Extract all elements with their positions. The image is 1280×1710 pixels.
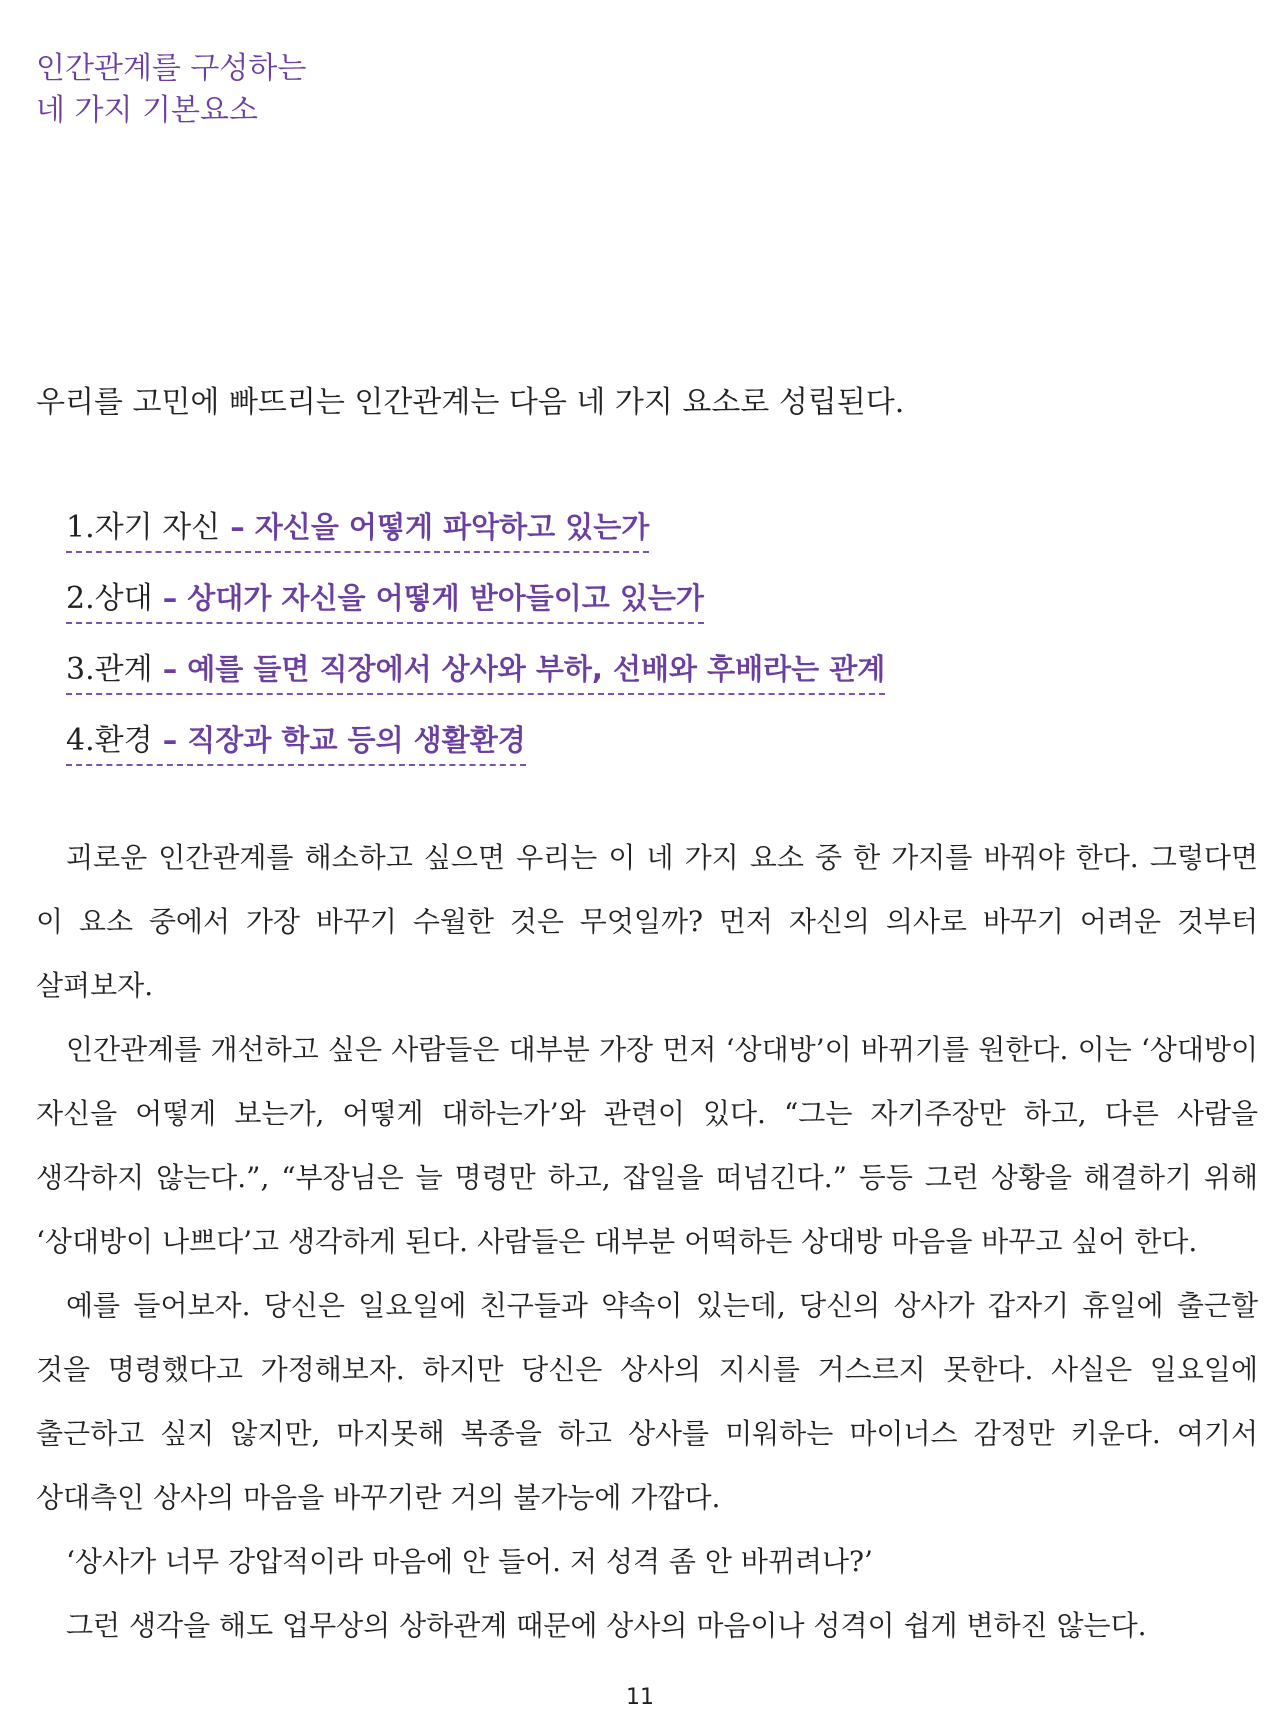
paragraph: ‘상사가 너무 강압적이라 마음에 안 들어. 저 성격 좀 안 바뀌려나?’ xyxy=(66,1545,873,1578)
element-list xyxy=(66,506,885,790)
element-number: 4. xyxy=(66,723,95,758)
element-description: – 예를 들면 직장에서 상사와 부하, 선배와 후배라는 관계 xyxy=(152,652,886,686)
paragraph: 그런 생각을 해도 업무상의 상하관계 때문에 상사의 마음이나 성격이 쉽게 변하진 않는다. xyxy=(66,1609,1147,1642)
chapter-title xyxy=(36,48,306,132)
element-description: – 직장과 학교 등의 생활환경 xyxy=(152,723,526,757)
page-number: 11 xyxy=(626,1685,654,1710)
element-number: 2. xyxy=(66,581,95,616)
element-number: 1. xyxy=(66,510,95,545)
element-description: – 상대가 자신을 어떻게 받아들이고 있는가 xyxy=(152,581,704,615)
chapter-title-line-1: 인간관계를 구성하는 xyxy=(36,51,307,86)
paragraph: 괴로운 인간관계를 해소하고 싶으면 우리는 이 네 가지 요소 중 한 가지를 바꿔야 한다. 그렇다면 이 요소 중에서 가장 바꾸기 수월한 것은 무엇일까? 먼저 자신의 의사로 바꾸기 어려운 것부터 살펴보자. xyxy=(36,841,1258,1002)
body-text xyxy=(36,826,1258,1658)
chapter-title-line-2: 네 가지 기본요소 xyxy=(36,93,258,128)
element-name: 자기 자신 xyxy=(94,510,221,545)
element-item xyxy=(66,648,885,695)
paragraph: 인간관계를 개선하고 싶은 사람들은 대부분 가장 먼저 ‘상대방’이 바뀌기를 원한다. 이는 ‘상대방이 자신을 어떻게 보는가, 어떻게 대하는가’와 관련이 있다. “그는 자기주장만 하고, 다른 사람을 생각하지 않는다.”, “부장님은 늘 명령만 하고, 잡일을 떠넘긴다.” 등등 그런 상황을 해결하기 위해 ‘상대방이 나쁘다’고 생각하게 된다. 사람들은 대부분 어떡하든 상대방 마음을 바꾸고 싶어 한다. xyxy=(36,1033,1258,1258)
element-name: 관계 xyxy=(94,652,153,687)
element-item xyxy=(66,506,649,553)
element-name: 환경 xyxy=(94,723,153,758)
element-description: – 자신을 어떻게 파악하고 있는가 xyxy=(220,510,650,544)
element-number: 3. xyxy=(66,652,95,687)
paragraph: 예를 들어보자. 당신은 일요일에 친구들과 약속이 있는데, 당신의 상사가 갑자기 휴일에 출근할 것을 명령했다고 가정해보자. 하지만 당신은 상사의 지시를 거스르지 못한다. 사실은 일요일에 출근하고 싶지 않지만, 마지못해 복종을 하고 상사를 미워하는 마이너스 감정만 키운다. 여기서 상대측인 상사의 마음을 바꾸기란 거의 불가능에 가깝다. xyxy=(36,1289,1258,1514)
element-item xyxy=(66,577,704,624)
element-item xyxy=(66,719,526,766)
intro-sentence: 우리를 고민에 빠뜨리는 인간관계는 다음 네 가지 요소로 성립된다. xyxy=(36,385,905,420)
element-name: 상대 xyxy=(94,581,153,616)
